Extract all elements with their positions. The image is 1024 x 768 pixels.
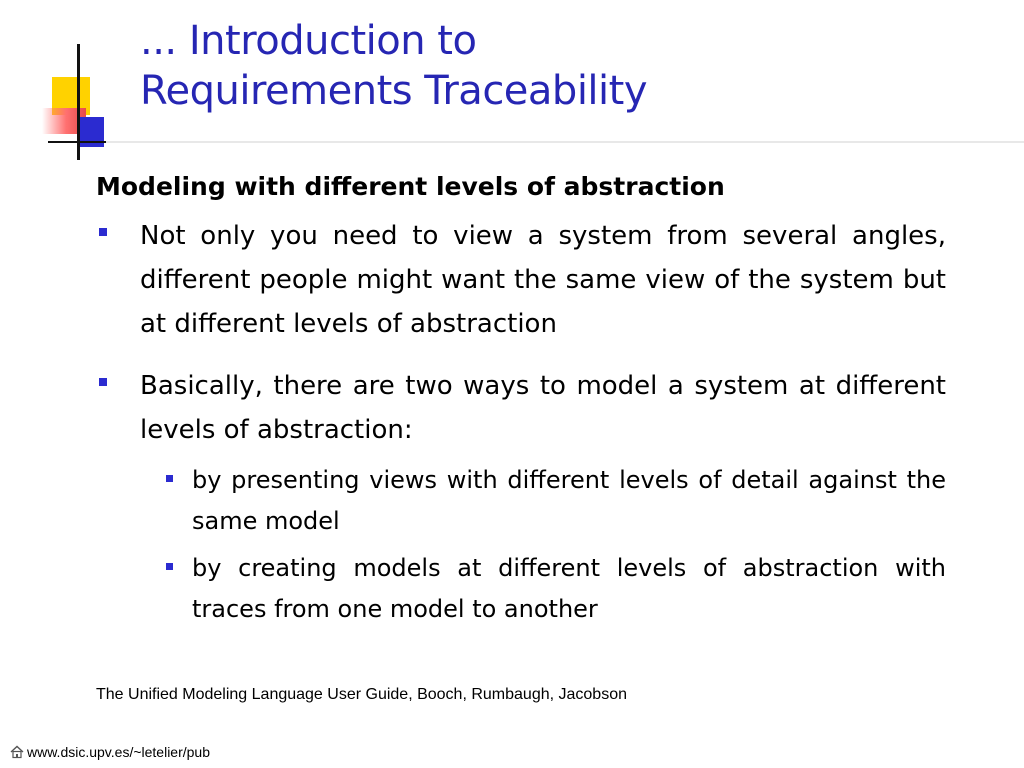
square-bullet-icon [166,475,173,482]
source-reference: The Unified Modeling Language User Guide, Booch, Rumbaugh, Jacobson [96,686,627,703]
logo-horizontal-line [48,141,108,143]
section-subheading: Modeling with different levels of abstraction [96,172,725,201]
square-bullet-icon [99,378,107,386]
sub-bullet-text: by creating models at different levels of abstraction with traces from one model to another [192,554,946,623]
slide-logo [38,44,108,162]
title-divider [106,141,1024,143]
bullet-item [96,214,946,346]
bullet-text: Basically, there are two ways to model a system at different levels of abstraction: [140,371,946,445]
slide-title-line-2: Requirements Traceability [140,68,648,114]
slide-content [96,170,946,630]
bullet-text: Not only you need to view a system from several angles, different people might want the same view of the system but at different levels of abstraction [140,221,946,339]
square-bullet-icon [166,563,173,570]
sub-bullet-text: by presenting views with different levels of detail against the same model [192,466,946,535]
bullet-item [96,364,946,452]
sub-bullet-item [148,548,946,630]
slide-title [140,16,647,116]
slide-title-line-1: ... Introduction to [140,18,477,64]
sub-bullet-item [148,460,946,542]
footer-url-link[interactable]: www.dsic.upv.es/~letelier/pub [27,744,210,760]
footer [10,744,210,760]
square-bullet-icon [99,228,107,236]
home-icon [10,745,24,759]
